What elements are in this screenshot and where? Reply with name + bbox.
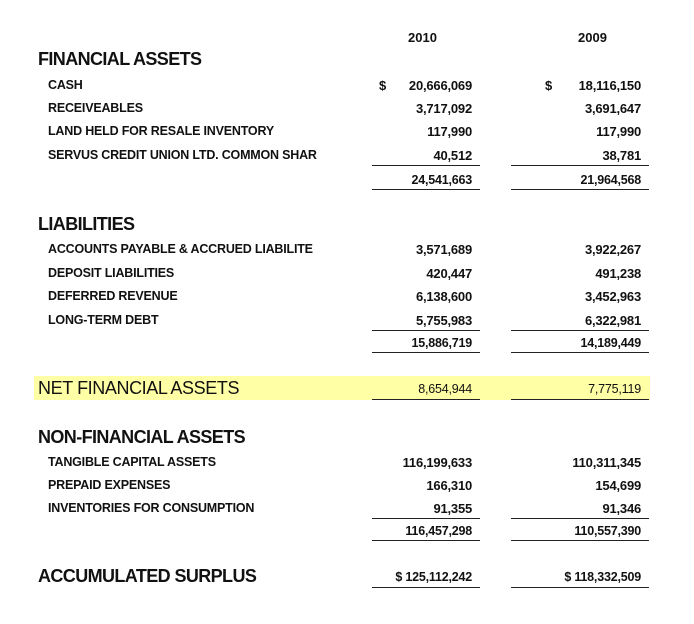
row-label-cash: CASH (48, 78, 83, 92)
value-servus-2009: 38,781 (602, 148, 641, 163)
net-financial-assets-label: NET FINANCIAL ASSETS (38, 378, 240, 398)
value-land-held-2010: 117,990 (427, 124, 472, 139)
underline-total-financial-assets-2010 (372, 189, 480, 190)
value-deferred-revenue-2009: 3,452,963 (584, 289, 641, 304)
total-non-financial-assets-2010: 116,457,298 (405, 524, 472, 538)
value-servus-2010: 40,512 (433, 148, 472, 163)
value-tangible-capital-assets-2010: 116,199,633 (402, 455, 472, 470)
underline-total-non-financial-assets-2010 (372, 540, 480, 541)
row-label-deposit-liabilities: DEPOSIT LIABILITIES (48, 266, 175, 280)
value-inventories-2009: 91,346 (602, 501, 641, 516)
value-cash-2010: 20,666,069 (408, 78, 472, 93)
row-label-servus-common-shares: SERVUS CREDIT UNION LTD. COMMON SHAR (48, 148, 317, 162)
row-label-inventories-for-consumption: INVENTORIES FOR CONSUMPTION (48, 501, 255, 515)
value-receivables-2010: 3,717,092 (415, 101, 472, 116)
section-heading-liabilities: LIABILITIES (38, 214, 135, 234)
row-label-long-term-debt: LONG-TERM DEBT (48, 313, 159, 327)
column-header-2010: 2010 (408, 30, 437, 45)
total-financial-assets-2010: 24,541,663 (411, 173, 472, 187)
total-financial-assets-2009: 21,964,568 (580, 173, 641, 187)
value-receivables-2009: 3,691,647 (584, 101, 641, 116)
value-prepaid-expenses-2010: 166,310 (426, 478, 472, 493)
underline-non-financial-assets-2010 (372, 518, 480, 519)
underline-financial-assets-2010 (372, 165, 480, 166)
underline-total-liabilities-2009 (511, 352, 649, 353)
accumulated-surplus-2010: $ 125,112,242 (395, 570, 472, 584)
value-tangible-capital-assets-2009: 110,311,345 (572, 455, 641, 470)
section-heading-financial-assets: FINANCIAL ASSETS (38, 49, 202, 69)
row-label-deferred-revenue: DEFERRED REVENUE (48, 289, 178, 303)
underline-liabilities-2010 (372, 330, 480, 331)
underline-liabilities-2009 (511, 330, 649, 331)
row-label-receivables: RECEIVEABLES (48, 101, 143, 115)
underline-total-liabilities-2010 (372, 352, 480, 353)
total-liabilities-2010: 15,886,719 (411, 336, 472, 350)
section-heading-non-financial-assets: NON-FINANCIAL ASSETS (38, 427, 246, 447)
total-liabilities-2009: 14,189,449 (580, 336, 641, 350)
underline-non-financial-assets-2009 (511, 518, 649, 519)
net-financial-assets-2010: 8,654,944 (418, 382, 472, 396)
value-prepaid-expenses-2009: 154,699 (595, 478, 641, 493)
value-cash-2009: 18,116,150 (578, 78, 641, 93)
underline-total-financial-assets-2009 (511, 189, 649, 190)
value-accounts-payable-2009: 3,922,267 (584, 242, 641, 257)
underline-total-non-financial-assets-2009 (511, 540, 649, 541)
currency-symbol-2010: $ (379, 78, 387, 93)
total-non-financial-assets-2009: 110,557,390 (574, 524, 641, 538)
value-long-term-debt-2010: 5,755,983 (415, 313, 472, 328)
currency-symbol-2009: $ (545, 78, 553, 93)
value-deposit-liabilities-2010: 420,447 (426, 266, 472, 281)
row-label-land-held-for-resale: LAND HELD FOR RESALE INVENTORY (48, 124, 274, 138)
underline-net-financial-assets-2010 (372, 399, 480, 400)
value-accounts-payable-2010: 3,571,689 (415, 242, 472, 257)
row-label-accounts-payable: ACCOUNTS PAYABLE & ACCRUED LIABILITE (48, 242, 313, 256)
underline-accumulated-surplus-2010 (372, 587, 480, 588)
underline-net-financial-assets-2009 (511, 399, 649, 400)
value-land-held-2009: 117,990 (596, 124, 641, 139)
accumulated-surplus-2009: $ 118,332,509 (564, 570, 641, 584)
underline-accumulated-surplus-2009 (511, 587, 649, 588)
row-label-tangible-capital-assets: TANGIBLE CAPITAL ASSETS (48, 455, 216, 469)
underline-financial-assets-2009 (511, 165, 649, 166)
accumulated-surplus-label: ACCUMULATED SURPLUS (38, 566, 257, 586)
value-deposit-liabilities-2009: 491,238 (595, 266, 641, 281)
row-label-prepaid-expenses: PREPAID EXPENSES (48, 478, 171, 492)
net-financial-assets-2009: 7,775,119 (588, 382, 641, 396)
column-header-2009: 2009 (578, 30, 607, 45)
value-inventories-2010: 91,355 (433, 501, 472, 516)
value-long-term-debt-2009: 6,322,981 (584, 313, 641, 328)
value-deferred-revenue-2010: 6,138,600 (415, 289, 472, 304)
